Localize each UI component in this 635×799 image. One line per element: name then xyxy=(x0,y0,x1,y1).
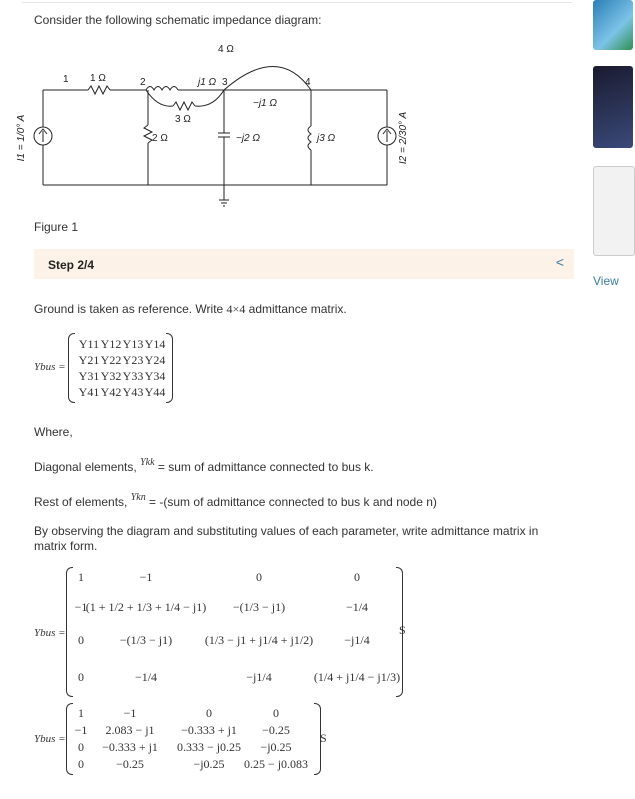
ybus-label-2: Ybus = xyxy=(34,627,66,639)
matrix-substituted-cell: −1/4 xyxy=(134,670,158,684)
matrix-numeric-cell: −j0.25 xyxy=(260,740,292,754)
diag-text-b: = sum of admittance connected to bus k. xyxy=(154,460,374,474)
ground-text-size: 4×4 xyxy=(226,302,246,316)
rest-text-b: = -(sum of admittance connected to bus k and node n) xyxy=(145,495,437,509)
matrix-numeric-cell: −0.25 xyxy=(116,757,144,771)
ybus-general-cell: Y13 xyxy=(122,337,144,351)
ybus-general-cell: Y41 xyxy=(78,385,100,399)
ybus-general-cell: Y44 xyxy=(144,385,166,399)
ybus-label-3: Ybus = xyxy=(34,733,66,745)
left-bracket xyxy=(66,703,73,775)
z3g-label: −j2 Ω xyxy=(236,133,261,144)
z2g-label: 2 Ω xyxy=(152,133,168,144)
matrix-numeric-cell: 0 xyxy=(273,706,279,720)
intro-text: Consider the following schematic impedance diagram: xyxy=(34,13,322,27)
ground-text xyxy=(34,302,347,317)
matrix-substituted-cell: 1 xyxy=(78,570,84,584)
source-2-label: I2 = 2/30° A xyxy=(398,111,409,165)
matrix-substituted-cell: −(1/3 − j1) xyxy=(232,600,286,614)
matrix-numeric-cell: −0.333 + j1 xyxy=(181,723,237,737)
step-header[interactable] xyxy=(34,249,574,279)
unit-label: S xyxy=(320,731,327,745)
diag-text xyxy=(34,457,374,474)
right-bracket xyxy=(166,333,173,403)
matrix-numeric-cell: −j0.25 xyxy=(193,757,225,771)
unit-label: S xyxy=(399,623,406,637)
z34-label: −j1 Ω xyxy=(253,98,278,109)
node-4-label: 4 xyxy=(305,77,311,88)
ybus-general-cell: Y32 xyxy=(100,369,122,383)
z12-label: 1 Ω xyxy=(90,73,106,84)
observe-text: By observing the diagram and substituting values of each parameter, write admittance matrix in matrix form. xyxy=(34,524,539,553)
z2m-label: 3 Ω xyxy=(175,114,191,125)
matrix-substituted-cell: 0 xyxy=(256,570,262,584)
matrix-numeric-cell: −0.333 + j1 xyxy=(102,740,158,754)
matrix-numeric-cell: 0 xyxy=(206,706,212,720)
ybus-general-cell: Y12 xyxy=(100,337,122,351)
matrix-substituted-cell: −1/4 xyxy=(345,600,369,614)
diag-symbol: Ykk xyxy=(140,457,155,468)
divider xyxy=(22,2,572,3)
ybus-general-cell: Y31 xyxy=(78,369,100,383)
matrix-substituted-cell: 0 xyxy=(354,570,360,584)
matrix-substituted-cell: −1 xyxy=(139,570,153,584)
ybus-general-cell: Y42 xyxy=(100,385,122,399)
left-bracket xyxy=(68,333,75,403)
matrix-substituted-cell: (1/4 + j1/4 − j1/3) xyxy=(313,670,401,684)
matrix-numeric-cell: 1 xyxy=(78,706,84,720)
ybus-general-cell: Y11 xyxy=(78,337,100,351)
matrix-numeric-cell: 0.333 − j0.25 xyxy=(176,740,242,754)
matrix-numeric-cell: 0.25 − j0.083 xyxy=(243,757,309,771)
node-1-label: 1 xyxy=(63,74,69,85)
where-text: Where, xyxy=(34,425,73,439)
matrix-substituted-cell: −j1/4 xyxy=(246,670,272,684)
ybus-general-cell: Y23 xyxy=(122,353,144,367)
z4g-label: j3 Ω xyxy=(317,133,336,144)
z13-label: 4 Ω xyxy=(218,44,234,55)
matrix-substituted-cell: 0 xyxy=(78,633,84,647)
step-label: Step 2/4 xyxy=(48,258,95,272)
ybus-numeric-matrix xyxy=(34,703,334,781)
related-thumbnail-3[interactable] xyxy=(593,166,635,256)
matrix-substituted-cell: (1 + 1/2 + 1/3 + 1/4 − j1) xyxy=(85,600,207,614)
left-bracket xyxy=(66,567,73,697)
rest-text xyxy=(34,492,437,509)
figure-caption: Figure 1 xyxy=(34,220,79,234)
ybus-label: Ybus = xyxy=(34,361,66,373)
source-1-label: I1 = 1/0° A xyxy=(16,114,27,162)
ground-text-a: Ground is taken as reference. Write xyxy=(34,302,227,316)
related-thumbnail-2[interactable] xyxy=(593,66,633,148)
diag-text-a: Diagonal elements, xyxy=(34,460,141,474)
ybus-general-cell: Y22 xyxy=(100,353,122,367)
view-link[interactable]: View xyxy=(593,274,619,288)
ybus-general-cell: Y14 xyxy=(144,337,166,351)
chevron-up-icon[interactable]: < xyxy=(555,254,564,270)
matrix-numeric-cell: −1 xyxy=(74,723,88,737)
related-thumbnail-1[interactable] xyxy=(593,0,633,50)
ybus-general-cell: Y24 xyxy=(144,353,166,367)
ybus-general-cell: Y34 xyxy=(144,369,166,383)
rest-text-a: Rest of elements, xyxy=(34,495,131,509)
matrix-numeric-cell: −1 xyxy=(123,706,137,720)
ybus-substituted-matrix xyxy=(34,565,414,700)
schematic-diagram xyxy=(16,38,418,218)
node-3-label: 3 xyxy=(222,77,228,88)
matrix-substituted-cell: (1/3 − j1 + j1/4 + j1/2) xyxy=(204,633,314,647)
ybus-general-cell: Y33 xyxy=(122,369,144,383)
z23-label: j1 Ω xyxy=(198,77,217,88)
matrix-numeric-cell: 0 xyxy=(78,740,84,754)
matrix-substituted-cell: −j1/4 xyxy=(344,633,370,647)
ground-text-c: admittance matrix. xyxy=(245,302,347,316)
matrix-numeric-cell: −0.25 xyxy=(262,723,290,737)
ybus-general-cell: Y21 xyxy=(78,353,100,367)
matrix-substituted-cell: −1 xyxy=(74,600,88,614)
matrix-substituted-cell: 0 xyxy=(78,670,84,684)
ybus-general-cell: Y43 xyxy=(122,385,144,399)
rest-symbol: Ykn xyxy=(130,492,146,503)
matrix-numeric-cell: 0 xyxy=(78,757,84,771)
matrix-substituted-cell: −(1/3 − j1) xyxy=(119,633,173,647)
matrix-numeric-cell: 2.083 − j1 xyxy=(105,723,155,737)
node-2-label: 2 xyxy=(140,77,146,88)
ybus-general-matrix xyxy=(34,333,194,405)
